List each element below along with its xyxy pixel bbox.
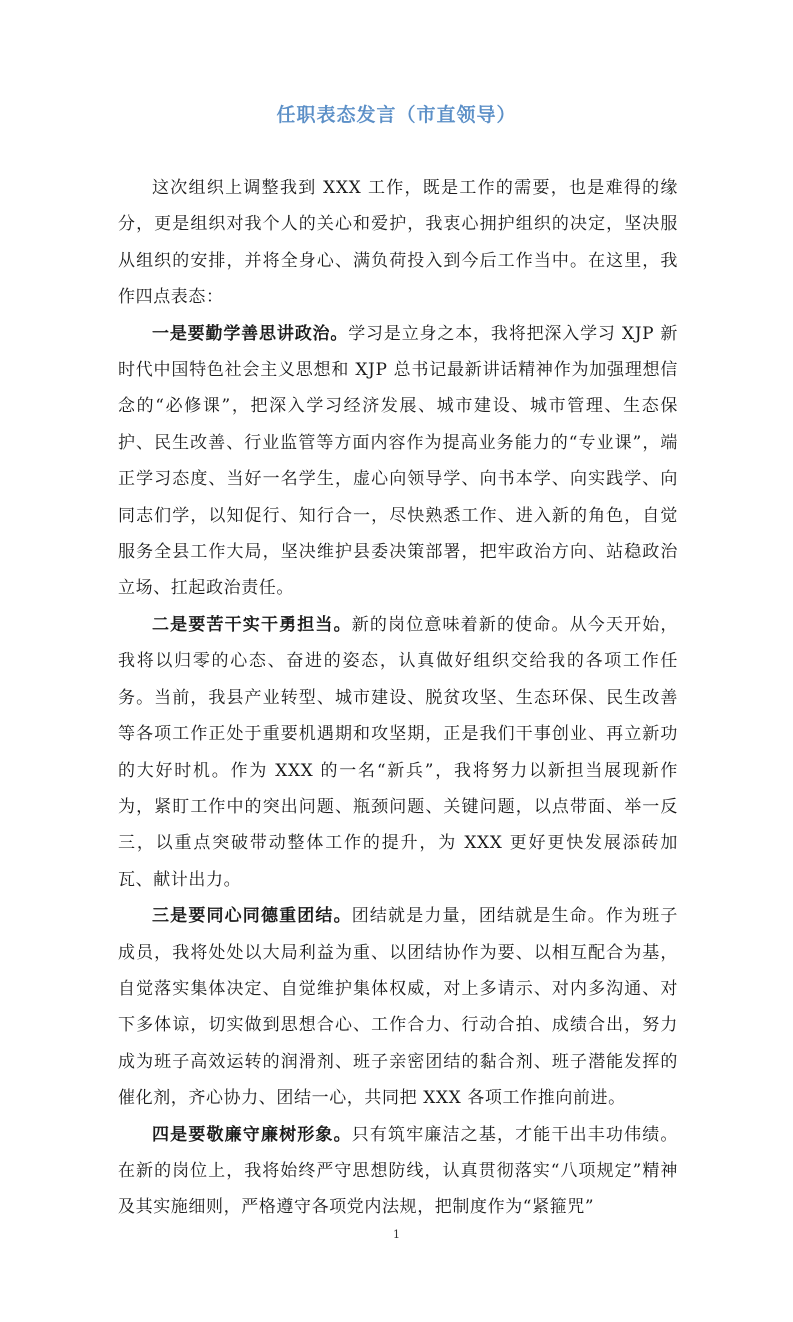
- paragraph-intro: [118, 170, 678, 316]
- paragraph-lead: 三是要同心同德重团结。: [152, 906, 352, 927]
- paragraph-point-1: [118, 316, 678, 607]
- paragraph-text: 新的岗位意味着新的使命。从今天开始，我将以归零的心态、奋进的姿态，认真做好组织交给我的各项工作任务。当前，我县产业转型、城市建设、脱贫攻坚、生态环保、民生改善等各项工作正处于重要机遇期和攻坚期，正是我们干事创业、再立新功的大好时机。作为 XXX 的一名“新兵”，我将努力以新担当展现新作为，紧盯工作中的突出问题、瓶颈问题、关键问题，以点带面、举一反三，以重点突破带动整体工作的提升，为 XXX 更好更快发展添砖加瓦、献计出力。: [118, 614, 678, 890]
- paragraph-text: 团结就是力量，团结就是生命。作为班子成员，我将处处以大局利益为重、以团结协作为要、以相互配合为基，自觉落实集体决定、自觉维护集体权威，对上多请示、对内多沟通、对下多体谅，切实做到思想合心、工作合力、行动合拍、成绩合出，努力成为班子高效运转的润滑剂、班子亲密团结的黏合剂、班子潜能发挥的催化剂，齐心协力、团结一心，共同把 XXX 各项工作推向前进。: [118, 906, 678, 1109]
- paragraph-point-4: [118, 1117, 678, 1226]
- page-number: 1: [393, 1228, 400, 1241]
- paragraph-lead: 四是要敬廉守廉树形象。: [152, 1124, 352, 1145]
- paragraph-lead: 一是要勤学善思讲政治。: [152, 323, 349, 344]
- paragraph-point-3: [118, 898, 678, 1116]
- paragraph-lead: 二是要苦干实干勇担当。: [152, 614, 352, 635]
- paragraph-text: 这次组织上调整我到 XXX 工作，既是工作的需要，也是难得的缘分，更是组织对我个人的关心和爱护，我衷心拥护组织的决定，坚决服从组织的安排，并将全身心、满负荷投入到今后工作当中。在这里，我作四点表态：: [118, 178, 678, 308]
- document-title: 任职表态发言（市直领导）: [276, 104, 517, 126]
- paragraph-point-2: [118, 607, 678, 898]
- paragraph-text: 学习是立身之本，我将把深入学习 XJP 新时代中国特色社会主义思想和 XJP 总书记最新讲话精神作为加强理想信念的“必修课”，把深入学习经济发展、城市建设、城市管理、生态保护、民生改善、行业监管等方面内容作为提高业务能力的“专业课”，端正学习态度、当好一名学生，虚心向领导学、向书本学、向实践学、向同志们学，以知促行、知行合一，尽快熟悉工作、进入新的角色，自觉服务全县工作大局，坚决维护县委决策部署，把牢政治方向、站稳政治立场、扛起政治责任。: [118, 323, 678, 599]
- document-body: [118, 170, 678, 1226]
- paragraph-text: 只有筑牢廉洁之基，才能干出丰功伟绩。在新的岗位上，我将始终严守思想防线，认真贯彻落实“八项规定”精神及其实施细则，严格遵守各项党内法规，把制度作为“紧箍咒”: [118, 1124, 678, 1218]
